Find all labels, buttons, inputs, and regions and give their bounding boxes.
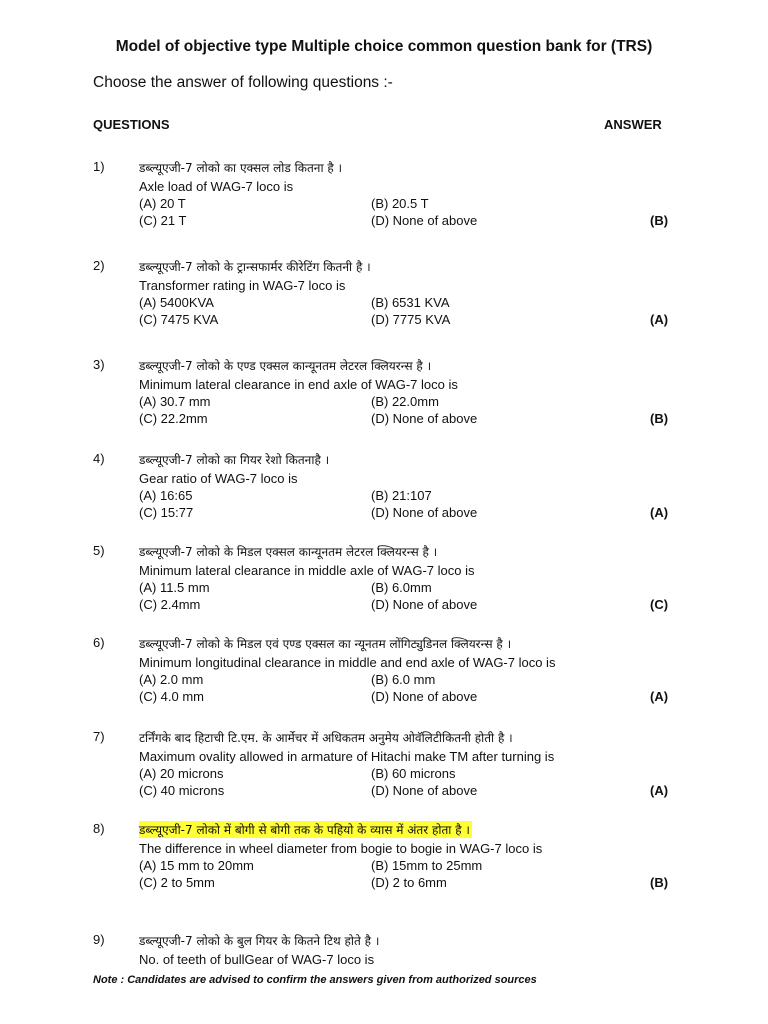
option-a: (A) 30.7 mm — [139, 394, 211, 409]
question-number: 3) — [93, 357, 105, 372]
question-english: Maximum ovality allowed in armature of Hitachi make TM after turning is — [139, 749, 555, 764]
option-c: (C) 15:77 — [139, 505, 194, 520]
option-a: (A) 20 microns — [139, 766, 224, 781]
question-hindi: डब्ल्यूएजी-7 लोको का गियर रेशो कितनाहै । — [139, 453, 330, 467]
option-a: (A) 15 mm to 20mm — [139, 858, 254, 873]
option-d: (D) None of above — [371, 689, 478, 704]
footer-note: Note : Candidates are advised to confirm the answers given from authorized sources — [93, 974, 537, 986]
question-english: Gear ratio of WAG-7 loco is — [139, 471, 298, 486]
option-c: (C) 40 microns — [139, 783, 225, 798]
question-hindi: डब्ल्यूएजी-7 लोको के मिडल एवं एण्ड एक्सल का न्यूनतम लोंगिट्युडिनल क्लियरन्स है । — [139, 637, 512, 651]
question-hindi: डब्ल्यूएजी-7 लोको के ट्रान्सफार्मर कीरेटिंग कितनी है । — [139, 260, 371, 274]
answer-value: (B) — [650, 875, 669, 890]
answer-value: (A) — [650, 312, 669, 327]
question-number: 8) — [93, 821, 105, 836]
option-d: (D) None of above — [371, 213, 478, 228]
question-number: 6) — [93, 635, 105, 650]
answer-value: (B) — [650, 411, 669, 426]
option-c: (C) 2 to 5mm — [139, 875, 215, 890]
answer-value: (A) — [650, 783, 669, 798]
question-hindi: डब्ल्यूएजी-7 लोको के एण्ड एक्सल कान्यूनतम लेटरल क्लियरन्स है । — [139, 359, 432, 373]
option-a: (A) 11.5 mm — [139, 580, 210, 595]
question-english: No. of teeth of bullGear of WAG-7 loco is — [139, 952, 375, 967]
option-c: (C) 21 T — [139, 213, 187, 228]
question-number: 2) — [93, 258, 105, 273]
option-b: (B) 21:107 — [371, 488, 432, 503]
question-number: 9) — [93, 932, 105, 947]
questions-header: QUESTIONS — [93, 117, 170, 132]
question-english: Axle load of WAG-7 loco is — [139, 179, 294, 194]
option-c: (C) 7475 KVA — [139, 312, 219, 327]
option-d: (D) 7775 KVA — [371, 312, 451, 327]
option-b: (B) 6.0mm — [371, 580, 432, 595]
option-a: (A) 20 T — [139, 196, 186, 211]
question-number: 1) — [93, 159, 105, 174]
question-number: 7) — [93, 729, 105, 744]
answer-header: ANSWER — [604, 117, 662, 132]
document-title: Model of objective type Multiple choice common question bank for (TRS) — [115, 38, 653, 55]
option-b: (B) 6531 KVA — [371, 295, 450, 310]
option-d: (D) None of above — [371, 411, 478, 426]
question-english: Minimum lateral clearance in end axle of WAG-7 loco is — [139, 377, 458, 392]
instruction-text: Choose the answer of following questions :- — [93, 74, 393, 91]
option-c: (C) 2.4mm — [139, 597, 201, 612]
option-d: (D) None of above — [371, 597, 478, 612]
question-english: The difference in wheel diameter from bogie to bogie in WAG-7 loco is — [139, 841, 543, 856]
question-english: Transformer rating in WAG-7 loco is — [139, 278, 346, 293]
option-d: (D) None of above — [371, 505, 478, 520]
answer-value: (A) — [650, 689, 669, 704]
option-c: (C) 4.0 mm — [139, 689, 204, 704]
option-b: (B) 60 microns — [371, 766, 456, 781]
option-d: (D) 2 to 6mm — [371, 875, 447, 890]
question-english: Minimum lateral clearance in middle axle of WAG-7 loco is — [139, 563, 475, 578]
option-b: (B) 6.0 mm — [371, 672, 436, 687]
option-b: (B) 22.0mm — [371, 394, 439, 409]
answer-value: (B) — [650, 213, 669, 228]
option-b: (B) 15mm to 25mm — [371, 858, 483, 873]
option-b: (B) 20.5 T — [371, 196, 429, 211]
option-c: (C) 22.2mm — [139, 411, 208, 426]
answer-value: (C) — [650, 597, 669, 612]
option-a: (A) 5400KVA — [139, 295, 214, 310]
question-number: 4) — [93, 451, 105, 466]
option-a: (A) 16:65 — [139, 488, 193, 503]
answer-value: (A) — [650, 505, 669, 520]
question-hindi: डब्ल्यूएजी-7 लोको के मिडल एक्सल कान्यूनतम लेटरल क्लियरन्स है । — [139, 545, 438, 559]
question-english: Minimum longitudinal clearance in middle and end axle of WAG-7 loco is — [139, 655, 556, 670]
question-number: 5) — [93, 543, 105, 558]
question-hindi: डब्ल्यूएजी-7 लोको का एक्सल लोड कितना है । — [139, 161, 343, 175]
option-a: (A) 2.0 mm — [139, 672, 204, 687]
option-d: (D) None of above — [371, 783, 478, 798]
question-hindi-highlighted: डब्ल्यूएजी-7 लोको में बोगी से बोगी तक के पहियो के व्यास में अंतर होता है । — [139, 823, 470, 837]
question-hindi: टर्निंगके बाद हिटाची टि.एम. के आर्मेचर में अधिकतम अनुमेय ओवॅलिटीकितनी होती है । — [139, 731, 513, 745]
question-hindi: डब्ल्यूएजी-7 लोको के बुल गियर के कितने टिथ होते है । — [139, 934, 380, 948]
